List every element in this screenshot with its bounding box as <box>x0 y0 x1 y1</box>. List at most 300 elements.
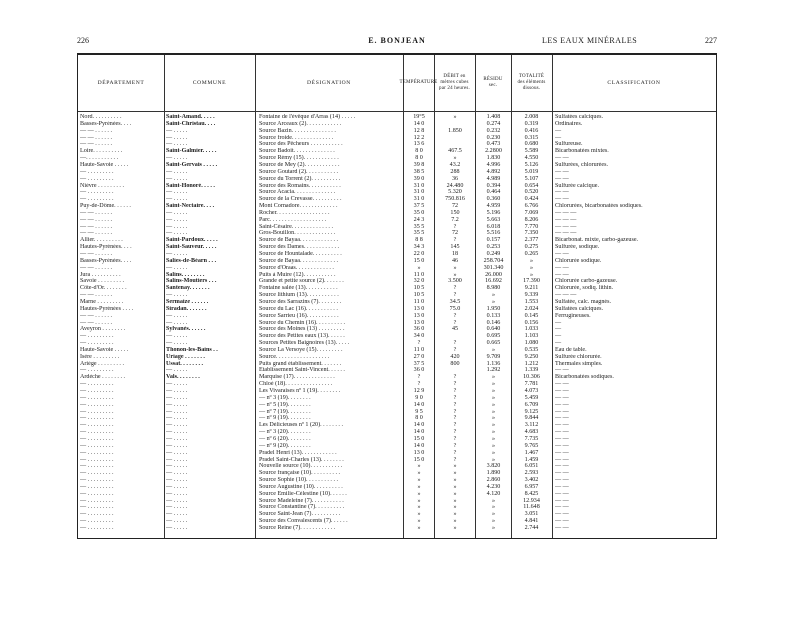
designation-cell: Fontaine salée (13). . . . . . . . . . . <box>259 285 338 292</box>
departement-cell: Ariège . . . . . . . . . <box>80 360 125 367</box>
table-row <box>78 265 716 272</box>
designation-cell: Source Bazin. . . . . . . . . . . . . . . <box>259 127 336 134</box>
temperature-cell: 39 0 <box>413 175 425 182</box>
commune-cell: — . . . . . <box>166 223 188 230</box>
designation-cell: Source froide. . . . . . . . . . . . . . <box>259 134 334 141</box>
debit-cell: 1.850 <box>448 127 462 134</box>
classification-cell: — — <box>555 518 569 525</box>
departement-cell: — . . . . . . . . . <box>80 442 114 449</box>
table-row <box>78 518 716 525</box>
departement-cell: — — . . . . . . <box>80 216 112 223</box>
residu-cell: 0.640 <box>486 326 501 333</box>
debit-cell: 72 <box>451 230 459 237</box>
commune-cell: — . . . . . <box>166 394 188 401</box>
designation-cell: Source de la Crevasse. . . . . . . . . . <box>259 196 342 203</box>
departement-cell: — . . . . . . . . . <box>80 429 114 436</box>
residu-cell: 0.464 <box>486 189 501 196</box>
debit-cell: ? <box>453 435 457 442</box>
designation-cell: Source des Convalescents (7). . . . . . <box>259 518 348 525</box>
table-row <box>78 217 716 224</box>
commune-cell: Salins-Moutiers . . . <box>166 278 217 285</box>
departement-cell: — . . . . . . . . . <box>80 333 114 340</box>
temperature-cell: 36 0 <box>413 367 425 374</box>
commune-cell: Ussat. . . . . . . . <box>166 360 204 367</box>
debit-cell: » <box>453 504 457 511</box>
classification-cell: — — <box>555 189 569 196</box>
temperature-cell: » <box>417 518 421 525</box>
residu-cell: 8.980 <box>486 285 501 292</box>
totalite-cell: 5.019 <box>524 168 539 175</box>
totalite-cell: 2.744 <box>524 525 539 531</box>
commune-cell: — . . . . . <box>166 511 188 518</box>
table-row <box>78 210 716 217</box>
totalite-cell: 3.402 <box>524 477 539 484</box>
designation-cell: Source Rémy (15). . . . . . . . . . . . <box>259 155 339 162</box>
col-header-designation: DÉSIGNATION <box>307 79 351 86</box>
table-row <box>78 272 716 279</box>
table-row <box>78 415 716 422</box>
temperature-cell: 14 0 <box>413 401 425 408</box>
designation-cell: Chloé (18). . . . . . . . . . . . . . . . <box>259 381 333 388</box>
residu-cell: 5.516 <box>486 230 501 237</box>
debit-cell: » <box>453 518 457 525</box>
totalite-cell: 1.339 <box>524 367 539 374</box>
commune-cell: — . . . . . <box>166 497 188 504</box>
temperature-cell: 13 0 <box>413 305 425 312</box>
debit-cell: » <box>453 483 457 490</box>
debit-cell: 288 <box>450 168 460 175</box>
residu-cell: » <box>491 435 496 442</box>
residu-cell: » <box>491 346 496 353</box>
totalite-cell: 0.265 <box>524 251 539 257</box>
designation-cell: Source des Petites eaux (13). . . . . . <box>259 333 345 340</box>
designation-cell: Source Constantine (7). . . . . . . . . . <box>259 504 345 511</box>
debit-cell: ? <box>453 422 457 429</box>
table-row <box>78 498 716 505</box>
commune-cell: — . . . . . <box>166 216 188 223</box>
table-row <box>78 347 716 354</box>
classification-cell: Chlorurée, sodiq. lithin. <box>555 285 614 292</box>
residu-cell: 3.820 <box>486 463 501 470</box>
temperature-cell: 35 5 <box>413 223 425 230</box>
classification-cell: — — — <box>555 230 577 237</box>
totalite-cell: 0.424 <box>524 196 539 203</box>
totalite-cell: 0.145 <box>524 312 539 319</box>
classification-cell: Sulfurée calcique. <box>555 182 599 189</box>
temperature-cell: 8 8 <box>415 237 423 244</box>
debit-cell: 46 <box>451 257 459 264</box>
commune-cell: — . . . . . <box>166 415 188 422</box>
debit-cell: 24.480 <box>446 182 464 189</box>
table-row <box>78 244 716 251</box>
commune-cell: — . . . . . <box>166 381 188 388</box>
temperature-cell: » <box>417 470 421 477</box>
temperature-cell: 15 0 <box>413 257 425 264</box>
totalite-cell: 1.467 <box>524 449 539 456</box>
temperature-cell: 31 0 <box>413 189 425 196</box>
totalite-cell: 4.841 <box>524 518 539 525</box>
table-row <box>78 457 716 464</box>
commune-cell: Salies-de-Béarn . . . <box>166 257 217 264</box>
temperature-cell: 9 0 <box>415 394 423 401</box>
commune-cell: — . . . . . <box>166 463 188 470</box>
table-row <box>78 224 716 231</box>
designation-cell: Source Saint-Jean (7). . . . . . . . . . <box>259 511 341 518</box>
commune-cell: — . . . . . <box>166 340 188 347</box>
commune-cell: — . . . . . <box>166 292 188 299</box>
table-row <box>78 470 716 477</box>
debit-cell: 145 <box>450 244 460 251</box>
table-row <box>78 511 716 518</box>
designation-cell: Source française (10). . . . . . . . . . <box>259 470 341 477</box>
table-row <box>78 183 716 190</box>
debit-cell: 750.816 <box>445 196 465 203</box>
departement-cell: — . . . . . . . . . <box>80 525 114 531</box>
classification-cell: — — <box>555 470 569 477</box>
designation-cell: Saint-Césaire. . . . . . . . . . . . . . <box>259 223 333 230</box>
departement-cell: Haute-Savoie . . . . . <box>80 346 129 353</box>
departement-cell: — . . . . . . . . . <box>80 483 114 490</box>
departement-cell: — — . . . . . . <box>80 141 112 148</box>
commune-cell: — . . . . . <box>166 209 188 216</box>
table-row <box>78 121 716 128</box>
table-row <box>78 278 716 285</box>
classification-cell: — — <box>555 490 569 497</box>
table-row <box>78 504 716 511</box>
departement-cell: — — . . . . . . <box>80 209 112 216</box>
residu-cell: » <box>491 456 496 463</box>
debit-cell: » <box>453 470 457 477</box>
temperature-cell: 15 0 <box>413 456 425 463</box>
temperature-cell: 22 0 <box>413 251 425 257</box>
table-row <box>78 436 716 443</box>
residu-cell: » <box>491 511 496 518</box>
departement-cell: — . . . . . . . . . <box>80 511 114 518</box>
designation-cell: Les Délicieuses nº 1 (20). . . . . . . . <box>259 422 343 429</box>
totalite-cell: 5.107 <box>524 175 539 182</box>
temperature-cell: » <box>417 497 421 504</box>
commune-cell: — . . . . . <box>166 175 188 182</box>
commune-cell: — . . . . . <box>166 518 188 525</box>
classification-cell: — — <box>555 155 569 162</box>
designation-cell: Puits grand établissement. . . . . . . <box>259 360 342 367</box>
residu-cell: 0.695 <box>486 333 501 340</box>
residu-cell: 1.408 <box>486 114 501 120</box>
table-row <box>78 374 716 381</box>
col-header-classification: CLASSIFICATION <box>607 79 661 86</box>
departement-cell: — . . . . . . . . . <box>80 497 114 504</box>
departement-cell: — . . . . . . . . . <box>80 518 114 525</box>
residu-cell: 9.709 <box>486 353 501 360</box>
table-row <box>78 388 716 395</box>
totalite-cell: 1.080 <box>524 340 539 347</box>
table-row <box>78 333 716 340</box>
departement-cell: Basses-Pyrénées. . . . <box>80 257 132 264</box>
designation-cell: Source Goutard (2). . . . . . . . . . . <box>259 168 339 175</box>
temperature-cell: 31 0 <box>413 196 425 203</box>
debit-cell: 800 <box>450 360 460 367</box>
table-row <box>78 128 716 135</box>
table-row <box>78 381 716 388</box>
residu-cell: 258.704 <box>483 257 504 264</box>
designation-cell: Source de Bayaa. . . . . . . . . . . . . <box>259 237 339 244</box>
residu-cell: » <box>491 525 496 531</box>
col-header-totalite: TOTALITÉ des éléments dissous. <box>517 73 546 92</box>
totalite-cell: 5.589 <box>524 148 539 155</box>
classification-cell: — — <box>555 367 569 374</box>
classification-cell: Eau de table. <box>555 346 587 353</box>
residu-cell: 4.892 <box>486 168 501 175</box>
table-row <box>78 320 716 327</box>
totalite-cell: 1.459 <box>524 456 539 463</box>
totalite-cell: 7.770 <box>524 223 539 230</box>
departement-cell: Nord. . . . . . . . . . <box>80 114 122 120</box>
page-number-right: 227 <box>705 36 717 45</box>
classification-cell: Chlorurées, bicarbonatées sodiques. <box>555 203 643 210</box>
departement-cell: — . . . . . . . . . <box>80 422 114 429</box>
debit-cell: ? <box>453 456 457 463</box>
temperature-cell: ? <box>417 381 421 388</box>
residu-cell: » <box>491 504 496 511</box>
col-header-commune: COMMUNE <box>192 79 227 86</box>
temperature-cell: 35 5 <box>413 230 425 237</box>
table-row <box>78 230 716 237</box>
designation-cell: Source Arceaux (2). . . . . . . . . . . . <box>259 120 342 127</box>
temperature-cell: 31 0 <box>413 182 425 189</box>
table-row <box>78 141 716 148</box>
mineral-waters-table <box>77 53 717 539</box>
classification-cell: Sulfurées, chlorurées. <box>555 161 608 168</box>
totalite-cell: 6.051 <box>524 463 539 470</box>
classification-cell: — — <box>555 415 569 422</box>
residu-cell: 0.133 <box>486 312 501 319</box>
debit-cell: ? <box>453 223 457 230</box>
debit-cell: » <box>453 271 457 278</box>
debit-cell: » <box>453 490 457 497</box>
totalite-cell: 1.033 <box>524 326 539 333</box>
designation-cell: Pradel Saint-Charles (13). . . . . . . . <box>259 456 344 463</box>
table-row <box>78 354 716 361</box>
header-divider <box>78 111 716 112</box>
residu-cell: » <box>491 394 496 401</box>
departement-cell: Loire. . . . . . . . . . <box>80 148 123 155</box>
totalite-cell: 3.051 <box>524 511 539 518</box>
designation-cell: Source Émilie-Célestine (10). . . . . . <box>259 490 347 497</box>
totalite-cell: 0.654 <box>524 182 539 189</box>
table-row <box>78 285 716 292</box>
residu-cell: » <box>491 408 496 415</box>
temperature-cell: 27 0 <box>413 353 425 360</box>
residu-cell: » <box>491 429 496 436</box>
classification-cell: — — <box>555 394 569 401</box>
table-row <box>78 299 716 306</box>
commune-cell: Saint-Gervais . . . . . <box>166 161 218 168</box>
residu-cell: 6.018 <box>486 223 501 230</box>
totalite-cell: » <box>529 257 534 264</box>
departement-cell: Côte-d'Or. . . . . . . . <box>80 285 127 292</box>
commune-cell: Saint-Christau. . . . <box>166 120 216 127</box>
residu-cell: 4.120 <box>486 490 501 497</box>
temperature-cell: 13 0 <box>413 449 425 456</box>
totalite-cell: 9.765 <box>524 442 539 449</box>
designation-cell: — nº 5 (19). . . . . . . . <box>259 401 311 408</box>
designation-cell: Grande et petite source (2). . . . . . . <box>259 278 344 285</box>
table-row <box>78 114 716 121</box>
totalite-cell: 9.211 <box>524 285 539 292</box>
residu-cell: 0.232 <box>486 127 501 134</box>
debit-cell: 420 <box>450 353 460 360</box>
table-row <box>78 409 716 416</box>
designation-cell: Source d'Oraas. . . . . . . . . . . . . <box>259 264 334 271</box>
classification-cell: — — <box>555 429 569 436</box>
commune-cell: — . . . . . <box>166 141 188 148</box>
departement-cell: Aveyron . . . . . . . . <box>80 326 126 333</box>
temperature-cell: 11 0 <box>413 271 425 278</box>
designation-cell: — nº 3 (19). . . . . . . . <box>259 394 311 401</box>
commune-cell: — . . . . . <box>166 168 188 175</box>
commune-cell: — . . . . . <box>166 504 188 511</box>
departement-cell: — . . . . . . . . . <box>80 168 114 175</box>
departement-cell: Ardèche . . . . . . . . <box>80 374 126 381</box>
departement-cell: — . . . . . . . . . <box>80 470 114 477</box>
designation-cell: Source Reine (7). . . . . . . . . . . . <box>259 525 336 531</box>
departement-cell: Nièvre . . . . . . . . . <box>80 182 125 189</box>
designation-cell: Marquise (17). . . . . . . . . . . . . . <box>259 374 335 381</box>
temperature-cell: ? <box>417 374 421 381</box>
commune-cell: — . . . . . <box>166 477 188 484</box>
classification-cell: Bicarbonatées mixtes. <box>555 148 609 155</box>
commune-cell: — . . . . . <box>166 196 188 203</box>
commune-cell: Uriage . . . . . . . <box>166 353 205 360</box>
designation-cell: Nouvelle source (10). . . . . . . . . . . <box>259 463 343 470</box>
debit-cell: ? <box>453 408 457 415</box>
col-header-debit: DÉBIT en mètres cubes par 24 heures. <box>439 73 470 92</box>
table-row <box>78 251 716 258</box>
table-row <box>78 306 716 313</box>
designation-cell: — nº 9 (19). . . . . . . . <box>259 415 311 422</box>
table-row <box>78 155 716 162</box>
departement-cell: Jura . . . . . . . . . . <box>80 271 121 278</box>
commune-cell: — . . . . . <box>166 470 188 477</box>
residu-cell: 4.959 <box>486 203 501 210</box>
departement-cell: — — . . . . . . <box>80 230 112 237</box>
temperature-cell: » <box>417 463 421 470</box>
debit-cell: 150 <box>450 209 460 216</box>
table-row <box>78 258 716 265</box>
debit-cell: » <box>453 511 457 518</box>
commune-cell: — . . . . . <box>166 483 188 490</box>
designation-cell: — nº 9 (20). . . . . . . . <box>259 442 311 449</box>
classification-cell: — — <box>555 408 569 415</box>
designation-cell: Mont Cornadore. . . . . . . . . . . . . <box>259 203 338 210</box>
residu-cell: » <box>491 381 496 388</box>
temperature-cell: 12 2 <box>413 134 425 141</box>
totalite-cell: 4.550 <box>524 155 539 162</box>
classification-cell: — <box>555 127 562 134</box>
classification-cell: — — <box>555 442 569 449</box>
table-row <box>78 162 716 169</box>
residu-cell: 2.2800 <box>485 148 502 155</box>
commune-cell: Saint-Nectaire. . . . <box>166 203 215 210</box>
designation-cell: Source Acacia. . . . . . . . . . . . . . <box>259 189 336 196</box>
table-row <box>78 189 716 196</box>
classification-cell: Ordinaires. <box>555 120 583 127</box>
designation-cell: Source des Moines (13) . . . . . . . . . <box>259 326 345 333</box>
table-row <box>78 367 716 374</box>
commune-cell: — . . . . . <box>166 127 188 134</box>
debit-cell: ? <box>453 388 457 394</box>
temperature-cell: 38 5 <box>413 168 425 175</box>
totalite-cell: » <box>529 271 534 278</box>
commune-cell: — . . . . . <box>166 264 188 271</box>
classification-cell: — — <box>555 504 569 511</box>
table-row <box>78 313 716 320</box>
residu-cell: 4.996 <box>486 161 501 168</box>
residu-cell: 5.663 <box>486 216 501 223</box>
designation-cell: Rocher. . . . . . . . . . . . . . . . . . <box>259 209 330 216</box>
designation-cell: Parc. . . . . . . . . . . . . . . . . . . <box>259 216 327 223</box>
designation-cell: Source des Romains. . . . . . . . . . . <box>259 182 341 189</box>
totalite-cell: 9.844 <box>524 415 539 422</box>
classification-cell: Ferrugineuses. <box>555 312 591 319</box>
residu-cell: 16.692 <box>485 278 502 285</box>
commune-cell: Santenay. . . . . . . <box>166 285 210 292</box>
table-row <box>78 525 716 532</box>
departement-cell: — . . . . . . . . . <box>80 175 114 182</box>
totalite-cell: 5.459 <box>524 394 539 401</box>
totalite-cell: 1.553 <box>524 298 539 305</box>
designation-cell: Les Vivaraises nº 1 (19). . . . . . . . <box>259 388 341 394</box>
designation-cell: Source des Sarrazins (7). . . . . . . . <box>259 298 342 305</box>
residu-cell: 4.230 <box>486 483 501 490</box>
debit-cell: » <box>453 525 457 531</box>
commune-cell: — . . . . . <box>166 312 188 319</box>
residu-cell: 5.196 <box>486 209 501 216</box>
designation-cell: Fontaine de l'évêque d'Arras (14) . . . . . <box>259 114 356 120</box>
commune-cell: — . . . . . <box>166 333 188 340</box>
table-row <box>78 326 716 333</box>
designation-cell: Source de Bayaa. . . . . . . . . . . . . <box>259 257 339 264</box>
temperature-cell: » <box>417 525 421 531</box>
totalite-cell: 6.957 <box>524 483 539 490</box>
residu-cell: » <box>491 415 496 422</box>
debit-cell: 43.2 <box>449 161 461 168</box>
debit-cell: ? <box>453 340 457 347</box>
classification-cell: Sulfatée, calc. magnés. <box>555 298 612 305</box>
departement-cell: Puy-de-Dôme. . . . . . <box>80 203 131 210</box>
debit-cell: ? <box>453 237 457 244</box>
classification-cell: — — <box>555 251 569 257</box>
classification-cell: — <box>555 326 562 333</box>
classification-cell: — — — <box>555 223 577 230</box>
commune-cell: — . . . . . <box>166 442 188 449</box>
designation-cell: Source Madeleine (7). . . . . . . . . . . <box>259 497 344 504</box>
residu-cell: » <box>491 298 496 305</box>
designation-cell: Source de Mey (2). . . . . . . . . . . . <box>259 161 340 168</box>
residu-cell: 1.890 <box>486 470 501 477</box>
departement-cell: — — . . . . . . <box>80 264 112 271</box>
departement-cell: — . . . . . . . . . <box>80 408 114 415</box>
residu-cell: 1.292 <box>486 367 501 374</box>
residu-cell: 0.360 <box>486 196 501 203</box>
departement-cell: Isère . . . . . . . . . <box>80 353 120 360</box>
debit-cell: ? <box>453 415 457 422</box>
debit-cell: ? <box>453 346 457 353</box>
commune-cell: — . . . . . <box>166 155 188 162</box>
temperature-cell: 8 0 <box>415 148 423 155</box>
classification-cell: — — <box>555 511 569 518</box>
debit-cell: 5.320 <box>448 189 462 196</box>
